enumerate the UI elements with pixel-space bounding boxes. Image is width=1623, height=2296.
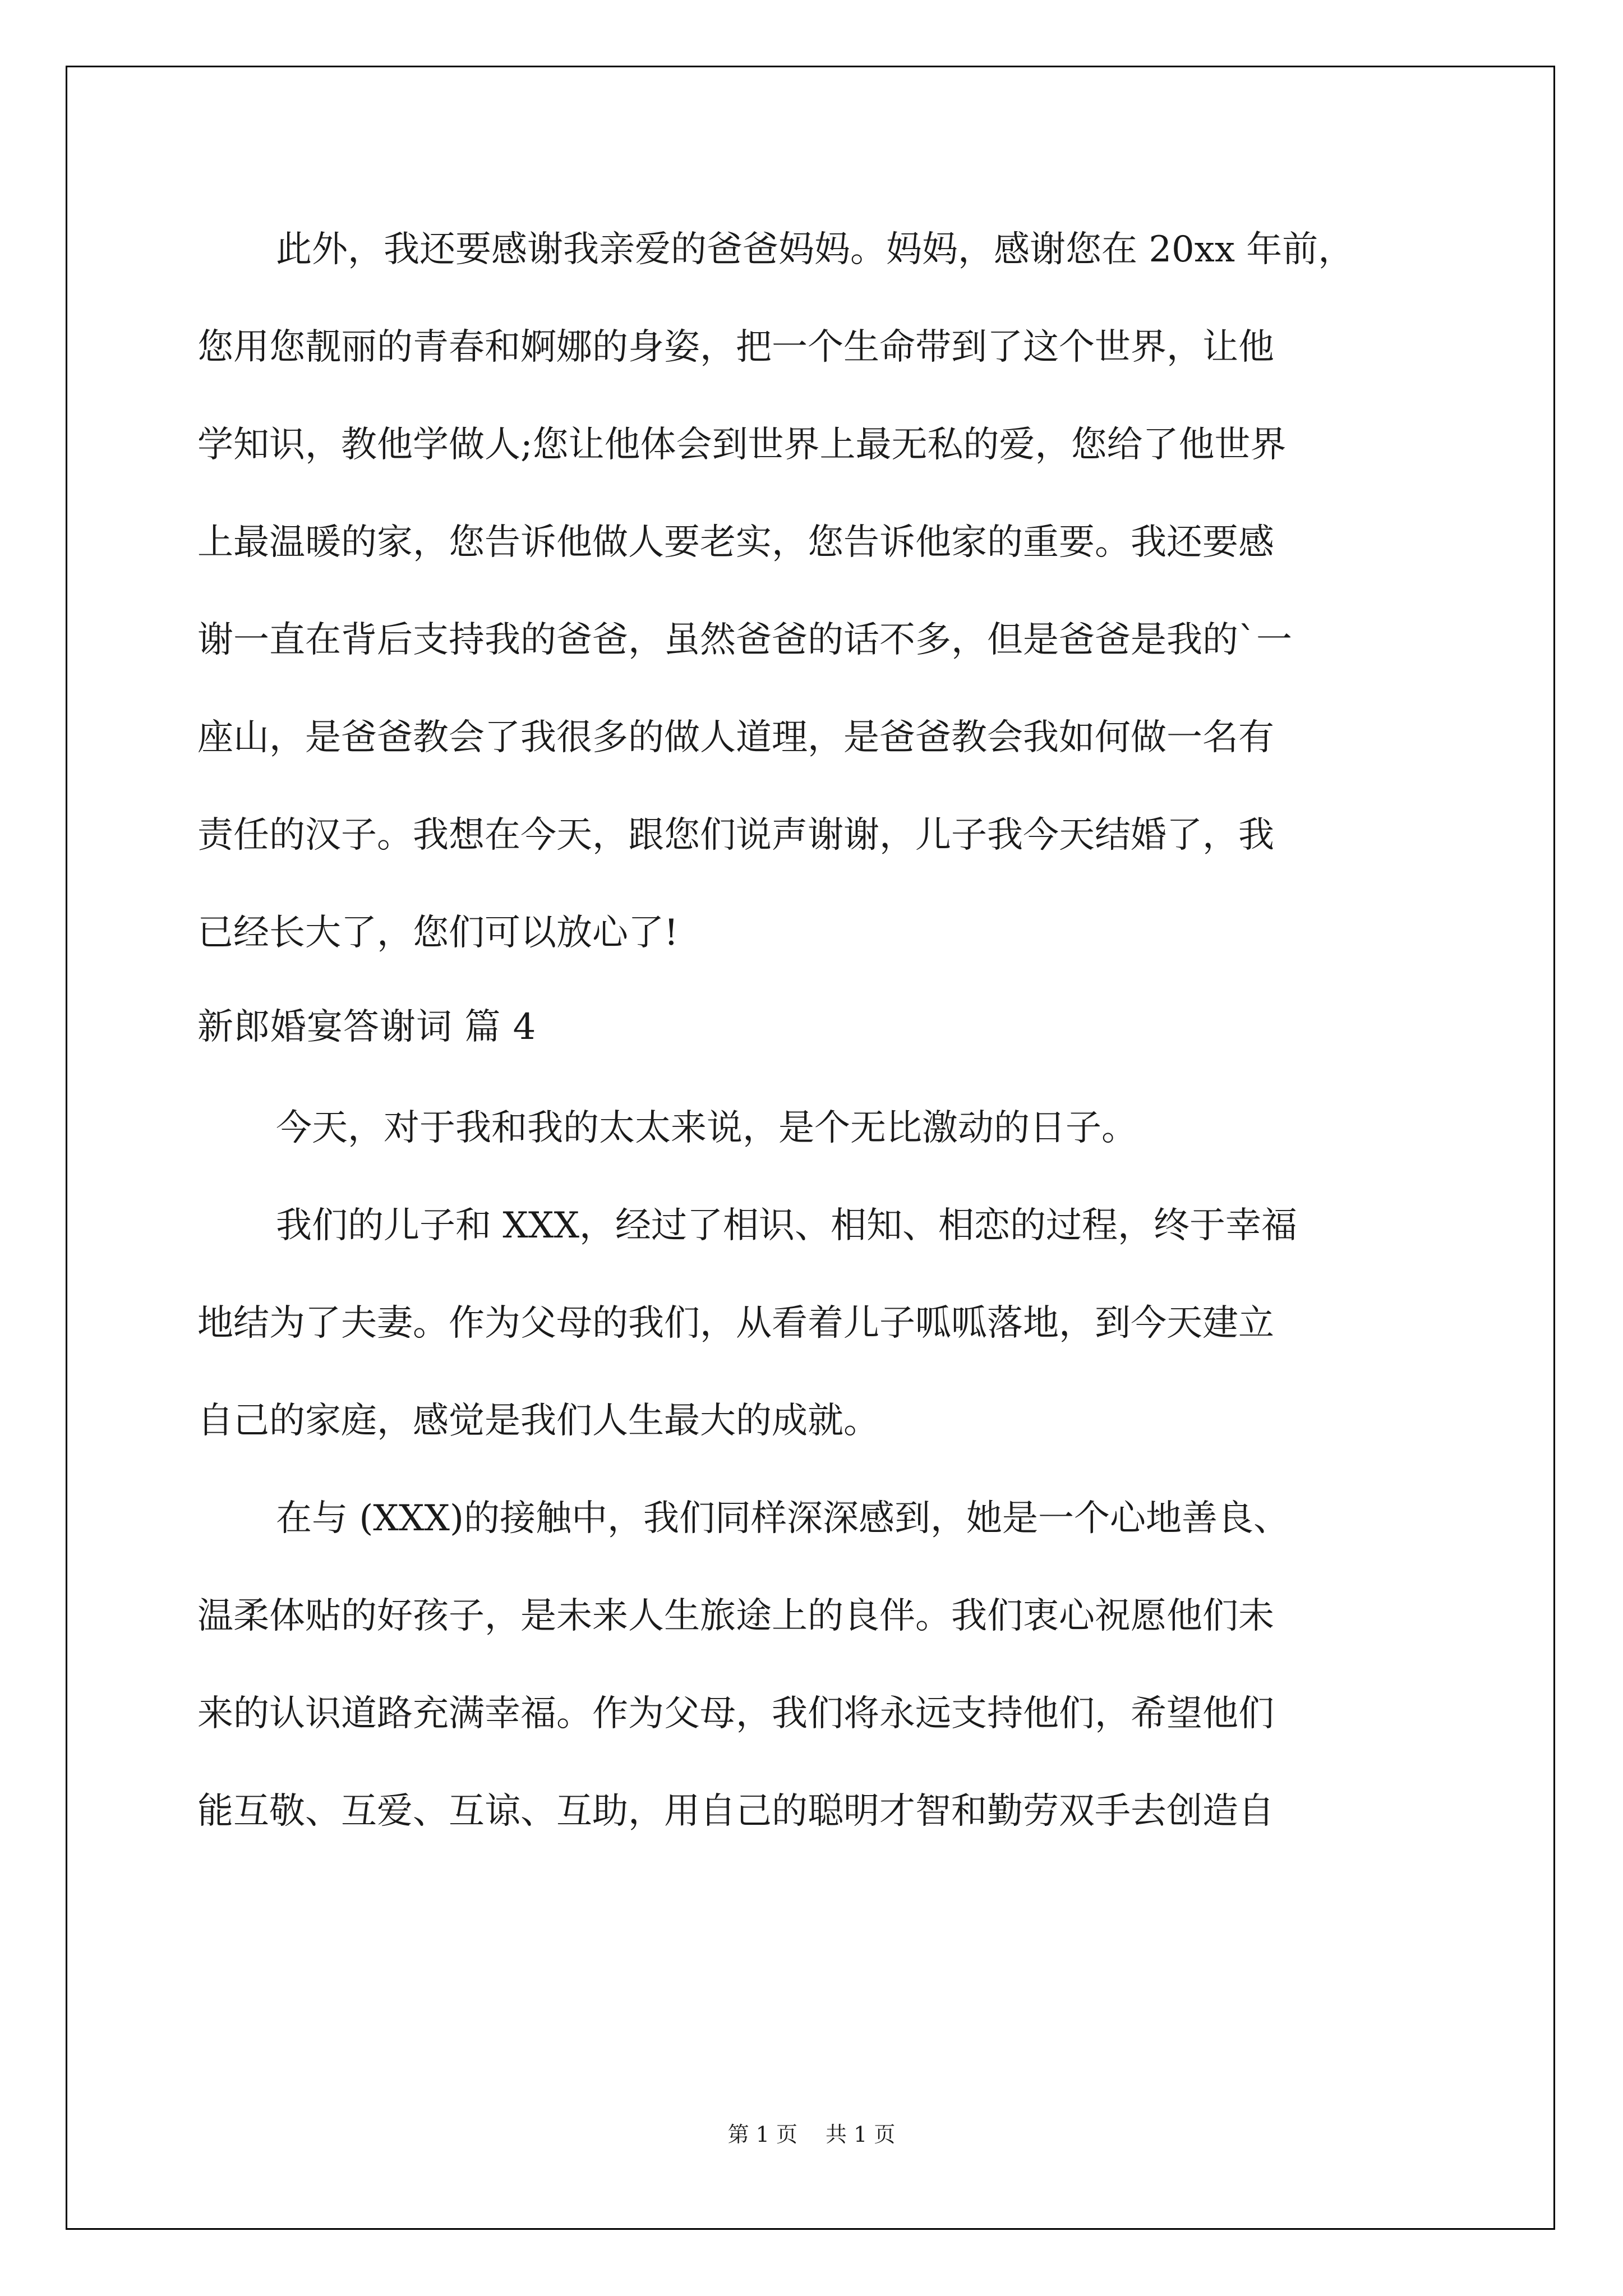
paragraph-line: 上最温暖的家，您告诉他做人要老实，您告诉他家的重要。我还要感 bbox=[197, 522, 1274, 563]
page-total: 共 1 页 bbox=[826, 2122, 896, 2147]
paragraph-line: 已经长大了，您们可以放心了! bbox=[197, 912, 679, 954]
paragraph-line: 我们的儿子和 XXX，经过了相识、相知、相恋的过程，终于幸福 bbox=[276, 1205, 1298, 1246]
paragraph-line: 自己的家庭，感觉是我们人生最大的成就。 bbox=[197, 1400, 879, 1442]
paragraph-line: 责任的汉子。我想在今天，跟您们说声谢谢，儿子我今天结婚了，我 bbox=[197, 815, 1274, 856]
paragraph-line: 此外，我还要感谢我亲爱的爸爸妈妈。妈妈，感谢您在 20xx 年前， bbox=[276, 229, 1354, 270]
paragraph-line: 座山，是爸爸教会了我很多的做人道理，是爸爸教会我如何做一名有 bbox=[197, 717, 1274, 758]
paragraph-line: 您用您靓丽的青春和婀娜的身姿，把一个生命带到了这个世界，让他 bbox=[197, 326, 1274, 368]
paragraph-line: 地结为了夫妻。作为父母的我们，从看着儿子呱呱落地，到今天建立 bbox=[197, 1303, 1274, 1344]
page-footer bbox=[0, 2120, 1623, 2148]
paragraph-line: 温柔体贴的好孩子，是未来人生旅途上的良伴。我们衷心祝愿他们未 bbox=[197, 1595, 1274, 1637]
paragraph-line: 今天，对于我和我的太太来说，是个无比激动的日子。 bbox=[276, 1107, 1137, 1149]
page-number: 第 1 页 bbox=[727, 2122, 797, 2147]
paragraph-line: 来的认识道路充满幸福。作为父母，我们将永远支持他们，希望他们 bbox=[197, 1693, 1274, 1734]
paragraph-line: 能互敬、互爱、互谅、互助，用自己的聪明才智和勤劳双手去创造自 bbox=[197, 1791, 1274, 1832]
section-heading: 新郎婚宴答谢词 篇 4 bbox=[197, 1006, 537, 1048]
paragraph-line: 在与 (XXX)的接触中，我们同样深深感到，她是一个心地善良、 bbox=[276, 1498, 1289, 1539]
paragraph-line: 谢一直在背后支持我的爸爸，虽然爸爸的话不多，但是爸爸是我的`一 bbox=[197, 619, 1292, 661]
paragraph-line: 学知识，教他学做人;您让他体会到世界上最无私的爱，您给了他世界 bbox=[197, 424, 1287, 466]
